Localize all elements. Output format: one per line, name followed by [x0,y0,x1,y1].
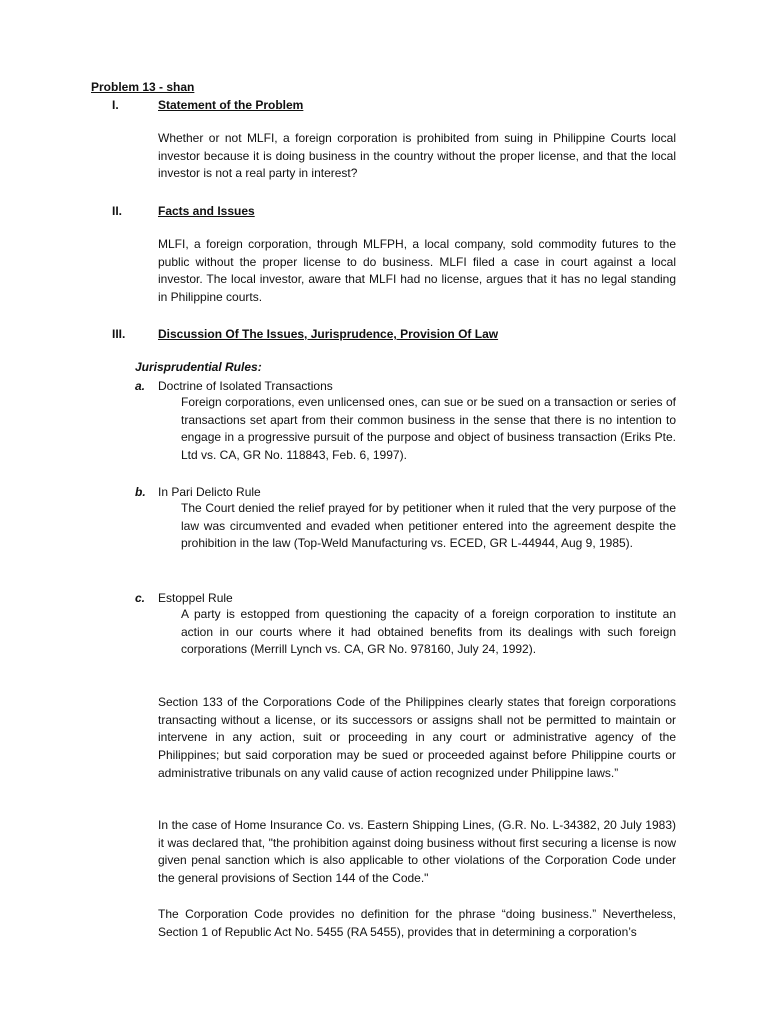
rule-b-letter: b. [135,485,146,499]
section-2-number: II. [112,204,123,218]
rule-c-letter: c. [135,591,146,605]
rule-b-title: In Pari Delicto Rule [158,485,261,499]
rule-c-title: Estoppel Rule [158,591,233,605]
discussion-paragraph-2: In the case of Home Insurance Co. vs. Eastern Shipping Lines, (G.R. No. L-34382, 20 July 1983) it was declared that, "the prohibition against doing business without first securing a license is now given penal sanction which is also applicable to other violations of the Corporation Code under the general provisions of Section 144 of the Code." [158,818,676,886]
rule-a-letter: a. [135,379,146,393]
section-1-number: I. [112,98,119,112]
discussion-paragraph-3: The Corporation Code provides no definition for the phrase “doing business.” Nevertheless, Section 1 of Republic Act No. 5455 (RA 5455), provides that in determining a corporation’s [158,907,676,939]
jurisprudential-rules-title: Jurisprudential Rules: [135,360,262,374]
rule-c-text: A party is estopped from questioning the capacity of a foreign corporation to institute an action in our courts where it had obtained benefits from its dealings with such foreign corporations (Merrill Lynch vs. CA, GR No. 978160, July 24, 1992). [181,607,676,657]
section-3-heading: Discussion Of The Issues, Jurisprudence, Provision Of Law [158,327,499,341]
section-2-heading: Facts and Issues [158,204,255,218]
section-3-number: III. [112,327,126,341]
document-title: Problem 13 - shan [91,80,195,94]
section-1-heading: Statement of the Problem [158,98,304,112]
rule-b-text: The Court denied the relief prayed for by petitioner when it ruled that the very purpose of the law was circumvented and evaded when petitioner entered into the agreement despite the prohibition in the law (Top-Weld Manufacturing vs. ECED, GR L-44944, Aug 9, 1985). [181,501,676,551]
section-2-paragraph: MLFI, a foreign corporation, through MLFPH, a local company, sold commodity futures to the public without the proper license to do business. MLFI filed a case in court against a local investor. The local investor, aware that MLFI had no license, argues that it has no legal standing in Philippine courts. [158,237,676,305]
section-1-paragraph: Whether or not MLFI, a foreign corporation is prohibited from suing in Philippine Courts local investor because it is doing business in the country without the proper license, and that the local investor is not a real party in interest? [158,131,676,181]
discussion-paragraph-1: Section 133 of the Corporations Code of the Philippines clearly states that foreign corporations transacting without a license, or its successors or assigns shall not be permitted to maintain or intervene in any action, suit or proceeding in any court or administrative agency of the Philippines; but said corporation may be sued or proceeded against before Philippine courts or administrative tribunals on any valid cause of action recognized under Philippine laws.” [158,695,676,780]
rule-a-title: Doctrine of Isolated Transactions [158,379,333,393]
rule-a-text: Foreign corporations, even unlicensed ones, can sue or be sued on a transaction or series of transactions set apart from their common business in the sense that there is no intention to engage in a progressive pursuit of the purpose and object of business transaction (Eriks Pte. Ltd vs. CA, GR No. 118843, Feb. 6, 1997). [181,395,676,463]
